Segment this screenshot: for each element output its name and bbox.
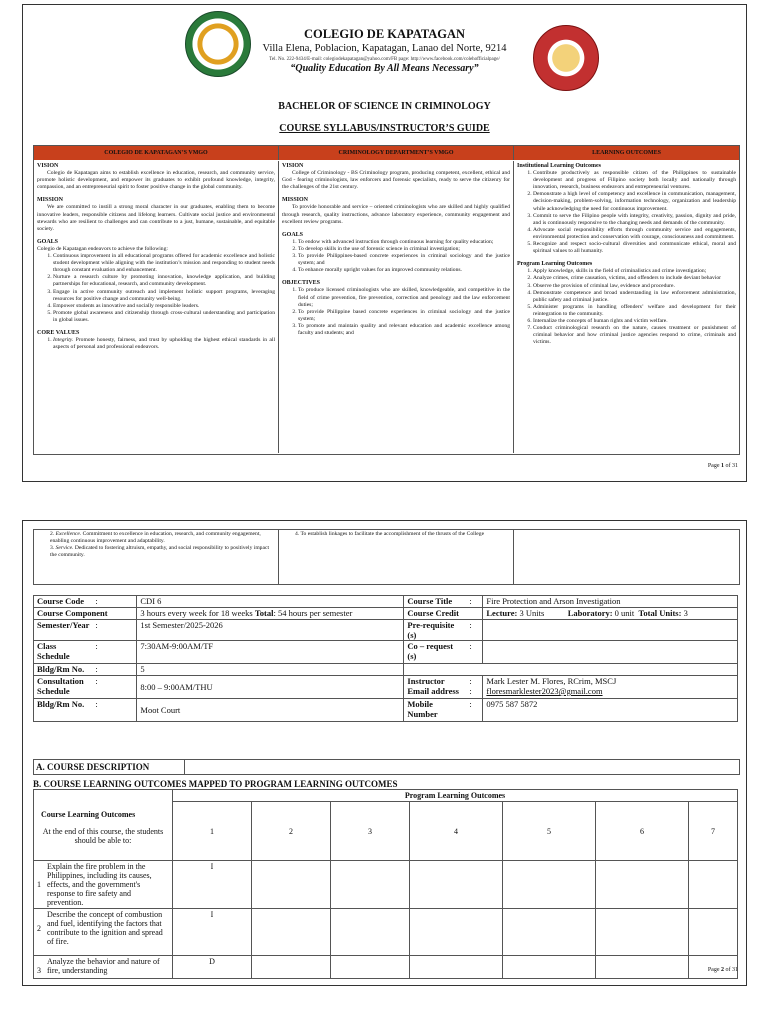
clo-text: Analyze the behavior and nature of fire, understanding <box>47 957 160 975</box>
plo-number: 1 <box>173 802 252 861</box>
dept-vmgo-column <box>279 161 514 453</box>
clo-cell <box>34 909 173 956</box>
syllabus-title: COURSE SYLLABUS/INSTRUCTOR’S GUIDE <box>279 123 490 134</box>
dept-goals-heading: GOALS <box>282 231 304 238</box>
list-item: 2. To develop skills in the use of forensic science in criminal investigation; <box>298 246 510 253</box>
plo-heading: Program Learning Outcomes <box>173 790 738 802</box>
dept-mission: To provide honorable and service – oriented criminologists who are skilled and highly qualified through research, quality instructions, advance laboratory experience, community engagement and excellent review programs. <box>282 204 510 225</box>
colon: : <box>92 676 137 699</box>
syllabus-page-1 <box>22 4 747 482</box>
list-item: 2. Demonstrate a high level of competency and excellence in communication, management, decision-making, problem-solving, information technology, organization and leadership while acknowledging the need for continuous improvement. <box>533 191 736 212</box>
table-row <box>34 909 738 956</box>
table-row <box>34 861 738 909</box>
clo-plo-table <box>33 789 738 979</box>
mapping-cell <box>410 861 503 909</box>
instructor-email[interactable]: floresmarklester2023@gmail.com <box>486 686 603 696</box>
label <box>404 676 467 699</box>
label: Course Component <box>34 608 137 620</box>
mapping-cell <box>596 956 689 979</box>
clo-heading: Course Learning Outcomes <box>41 809 136 819</box>
school-contact: Tel. No. 222-9434/E-mail: colegiodekapatagan@yahoo.com/FB page: http://www.facebook.com/colehofficialpage/ <box>269 57 500 62</box>
core-value-name: Excellence. <box>55 531 82 537</box>
label: Mobile Number <box>404 699 467 722</box>
plo-number: 6 <box>596 802 689 861</box>
label: Bldg/Rm No. <box>34 699 93 722</box>
label: Pre-requisite (s) <box>404 620 467 641</box>
list-item: 1. Contribute productively as responsible citizen of the Philippines to sustainable development and progress of Filipino society both locally and nationally through innovation, research, business endeavors and entrepreneurial ventures. <box>533 170 736 191</box>
mapping-cell <box>410 909 503 956</box>
school-name: COLEGIO DE KAPATAGAN <box>303 27 466 41</box>
list-item: 4. Demonstrate competence and broad understanding in law enforcement administration, public safety and criminal justice. <box>533 290 736 304</box>
colon: : <box>92 664 137 676</box>
total-units: 3 <box>681 608 688 618</box>
consultation-room: Moot Court <box>137 699 404 722</box>
email-label: Email address <box>407 686 459 696</box>
objective-text: To establish linkages to facilitate the accomplishment of the thrusts of the College <box>300 531 485 537</box>
colon: : <box>466 596 483 608</box>
vision-heading: VISION <box>37 163 59 169</box>
core-values-list <box>37 337 275 351</box>
dept-vision-heading: VISION <box>282 163 304 169</box>
mapping-cell <box>252 861 331 909</box>
school-address: Villa Elena, Poblacion, Kapatagan, Lanao del Norte, 9214 <box>262 43 507 54</box>
list-item: 7. Conduct criminological research on the nature, causes treatment or punishment of criminal behavior and how criminal justice agencies respond to crime, criminals and victims. <box>533 325 736 346</box>
dept-mission-heading: MISSION <box>282 197 309 204</box>
ilo-list <box>517 170 736 255</box>
goals-intro: Colegio de Kapatagan endeavors to achieve the following: <box>37 245 168 252</box>
clo-cell <box>34 956 173 979</box>
learning-outcomes-column <box>514 161 739 453</box>
clo-header-cell <box>34 790 173 861</box>
colon: : <box>466 620 483 641</box>
mapping-cell <box>503 861 596 909</box>
lecture-label: Lecture: <box>486 608 518 618</box>
mapping-cell <box>689 909 738 956</box>
col-head-dept-vmgo: CRIMINOLOGY DEPARTMENT’S VMGO <box>279 146 514 160</box>
class-schedule: 7:30AM-9:00AM/TF <box>137 641 404 664</box>
list-item: 3. Observe the provision of criminal law, evidence and procedure. <box>533 283 736 290</box>
course-info-table <box>33 595 738 722</box>
colon: : <box>92 596 137 608</box>
list-item: 2. To provide Philippine based concrete experiences in criminal sociology and the justice system; <box>298 309 510 323</box>
program-title: BACHELOR OF SCIENCE IN CRIMINOLOGY <box>278 101 491 112</box>
colon: : <box>92 641 137 664</box>
list-item: 1. To endow with advanced instruction through continuous learning for quality education; <box>298 239 510 246</box>
mobile-number: 0975 587 5872 <box>483 699 738 722</box>
item-number: 4. <box>295 531 300 537</box>
mapping-cell <box>331 909 410 956</box>
mapping-cell: I <box>173 861 252 909</box>
course-title: Fire Protection and Arson Investigation <box>483 596 738 608</box>
clo-text: Explain the fire problem in the Philippines, including its causes, effects, and the government's response to fire safety and prevention. <box>47 862 152 907</box>
objectives-heading: OBJECTIVES <box>282 280 321 287</box>
page-number <box>708 463 738 469</box>
item-number: 2. <box>50 531 55 537</box>
core-value-text: Promote honesty, fairness, and trust by upholding the highest ethical standards in all aspects of personal and professional endeavors. <box>53 337 275 351</box>
core-value-text: Commitment to excellence in education, research, and community engagement, enabling continuous improvement and adaptability. <box>50 531 261 545</box>
clo-text: Describe the concept of combustion and fuel, identifying the factors that contribute to the ignition and spread of fire. <box>47 910 163 946</box>
item-number: 3. <box>50 545 55 552</box>
mission-heading: MISSION <box>37 197 64 204</box>
lab-label: Laboratory: <box>567 608 613 618</box>
list-item: 5. Administer programs in handling offenders’ welfare and development for their reintegration to the community. <box>533 304 736 318</box>
semester-year: 1st Semester/2025-2026 <box>137 620 404 641</box>
list-item: 4. Empower students as innovative and socially responsible leaders. <box>53 303 275 310</box>
lab-units: 0 unit <box>612 608 635 618</box>
room-number: 5 <box>137 664 404 676</box>
col-head-learning-outcomes: LEARNING OUTCOMES <box>514 146 739 160</box>
list-item: 1. Continuous improvement in all educational programs offered for academic excellence and holistic student development while aligning with the institution’s mission and responding to student needs through constant evaluation and enhancement. <box>53 253 275 274</box>
instructor-name: Mark Lester M. Flores, RCrim, MSCJ <box>486 676 617 686</box>
school-motto: “Quality Education By All Means Necessary” <box>290 63 479 74</box>
list-item: 3. Commit to serve the Filipino people with integrity, creativity, passion, dignity and pride, and is continuously responsive to the changing needs and demands of the community. <box>533 213 736 227</box>
mapping-cell: D <box>173 956 252 979</box>
empty-cell <box>404 664 738 676</box>
core-values-heading: CORE VALUES <box>37 329 80 336</box>
letterhead <box>23 5 746 85</box>
plo-heading: Program Learning Outcomes <box>517 261 593 268</box>
core-values-continued <box>34 530 279 584</box>
mapping-cell <box>252 956 331 979</box>
label: Semester/Year <box>34 620 93 641</box>
page-prefix: Page <box>707 967 721 973</box>
plo-number: 5 <box>503 802 596 861</box>
colon: : <box>469 676 472 686</box>
goals-heading: GOALS <box>37 238 59 245</box>
page-current: 2 <box>721 967 724 973</box>
colon: : <box>466 699 483 722</box>
mapping-cell <box>503 956 596 979</box>
list-item <box>53 337 275 351</box>
plo-number: 4 <box>410 802 503 861</box>
objectives-list <box>282 287 510 337</box>
objectives-continued <box>279 530 514 584</box>
list-item: 3. To promote and maintain quality and relevant education and academic excellence among faculty and students; and <box>298 323 510 337</box>
course-code: CDI 6 <box>137 596 404 608</box>
school-mission: We are committed to instill a strong moral character in our graduates, enabling them to become innovative leaders, responsible citizens and lifelong learners. Cultivate social justice and environmental stewards who are resilient to challenges and can contribute to a just, humane, sustainable, and equitable society. <box>37 204 275 232</box>
list-item: 1. To produce licensed criminologists who are skilled, knowledgeable, and competitive in the field of crime prevention, fire prevention, correction and penology and the law enforcement duties; <box>298 287 510 308</box>
syllabus-page-2 <box>22 520 747 986</box>
colon: : <box>469 686 472 696</box>
total-label: Total <box>254 608 274 618</box>
total-hours: : 54 hours per semester <box>273 608 353 618</box>
page-prefix: Page <box>707 463 721 469</box>
core-value-name: Integrity. <box>53 337 74 344</box>
list-item: 6. Internalize the concepts of human rights and victim welfare. <box>533 318 736 325</box>
list-item: 4. Advocate social responsibility efforts through community service and engagements, environmental protection and conservation with courage, consciousness and commitment. <box>533 227 736 241</box>
table-row <box>34 956 738 979</box>
school-goals-list <box>37 253 275 324</box>
list-item: 3. Engage in active community outreach and implement holistic support programs, leveraging resources for positive change and community well-being. <box>53 289 275 303</box>
label: Course Credit <box>404 608 483 620</box>
consultation-schedule: 8:00 – 9:00AM/THU <box>137 676 404 699</box>
mapping-cell <box>331 956 410 979</box>
list-item <box>50 545 275 559</box>
mapping-cell <box>410 956 503 979</box>
list-item: 1. Apply knowledge, skills in the field of criminalistics and crime investigation; <box>533 268 736 275</box>
dept-goals-list <box>282 239 510 274</box>
page-current: 1 <box>721 463 724 469</box>
page-suffix: of 31 <box>724 463 738 469</box>
label: Bldg/Rm No. <box>34 664 93 676</box>
col-head-vmgo: COLEGIO DE KAPATAGAN’S VMGO <box>34 146 279 160</box>
course-credit <box>483 608 738 620</box>
core-value-name: Service. <box>55 545 74 552</box>
prerequisite <box>483 620 738 641</box>
section-a-label: A. COURSE DESCRIPTION <box>34 760 185 774</box>
mapping-cell <box>331 861 410 909</box>
section-course-description <box>33 759 740 775</box>
school-vmgo-column <box>34 161 279 453</box>
list-item: 2. Analyze crimes, crime causation, victims, and offenders to include deviant behavior <box>533 275 736 282</box>
mapping-cell: I <box>173 909 252 956</box>
core-value-text: Dedicated to fostering altruism, empathy, and social responsibility to positively impact the community. <box>50 545 270 559</box>
clo-cell <box>34 861 173 909</box>
clo-number: 1 <box>37 880 41 889</box>
vmgo-continuation <box>33 529 740 585</box>
dept-vision: College of Criminology - BS Criminology program, producing competent, excellent, ethical and God - fearing criminologists, law enforcers and forensic specialists, ready to serve the citizenry for the challenges of the 21st century. <box>282 170 510 191</box>
clo-number: 2 <box>37 923 41 933</box>
colon: : <box>92 620 137 641</box>
clo-number: 3 <box>37 966 41 975</box>
colon: : <box>92 699 137 722</box>
list-item <box>50 531 275 545</box>
list-item: 3. To provide Philippines-based concrete experiences in criminal sociology and the justice system; and <box>298 253 510 267</box>
clo-intro: At the end of this course, the students should be able to: <box>42 826 164 845</box>
colon <box>466 676 483 699</box>
total-units-label: Total Units: <box>638 608 682 618</box>
label: Consultation Schedule <box>34 676 93 699</box>
instructor-info <box>483 676 738 699</box>
mapping-cell <box>503 909 596 956</box>
label: Course Title <box>404 596 467 608</box>
label: Co – request (s) <box>404 641 467 664</box>
lecture-units: 3 Units <box>517 608 545 618</box>
page-suffix: of 31 <box>724 967 738 973</box>
instructor-label: Instructor <box>407 676 445 686</box>
list-item: 5. Recognize and respect socio-cultural diversities and communicate ethical, moral and spiritual values to all humanity. <box>533 241 736 255</box>
colon: : <box>466 641 483 664</box>
section-clo-plo-heading: B. COURSE LEARNING OUTCOMES MAPPED TO PROGRAM LEARNING OUTCOMES <box>33 779 398 789</box>
plo-list <box>517 268 736 346</box>
list-item: 4. To enhance morally upright values for an improved community relations. <box>298 267 510 274</box>
component-hours: 3 hours every week for 18 weeks <box>140 608 255 618</box>
plo-number: 2 <box>252 802 331 861</box>
mapping-cell <box>252 909 331 956</box>
list-item: 5. Promote global awareness and citizenship through cross-cultural understanding and participation in global issues. <box>53 310 275 324</box>
mapping-cell <box>596 909 689 956</box>
corequisite <box>483 641 738 664</box>
course-component <box>137 608 404 620</box>
plo-number: 7 <box>689 802 738 861</box>
vmgo-table <box>33 145 740 455</box>
school-vision: Colegio de Kapatagan aims to establish excellence in education, research, and community service, promote holistic development, and empower its graduates to exhibit profound knowledge, integrity, compassion, and an entrepreneurial spirit to foster positive change in the global community. <box>37 170 275 191</box>
page-number <box>708 967 738 973</box>
label: Class Schedule <box>34 641 93 664</box>
label: Course Code <box>34 596 93 608</box>
plo-number: 3 <box>331 802 410 861</box>
ilo-heading: Institutional Learning Outcomes <box>517 163 602 169</box>
mapping-cell <box>596 861 689 909</box>
mapping-cell <box>689 861 738 909</box>
list-item: 2. Nurture a research culture by promoting innovation, knowledge application, and building partnerships for educational, research, and community development. <box>53 274 275 288</box>
